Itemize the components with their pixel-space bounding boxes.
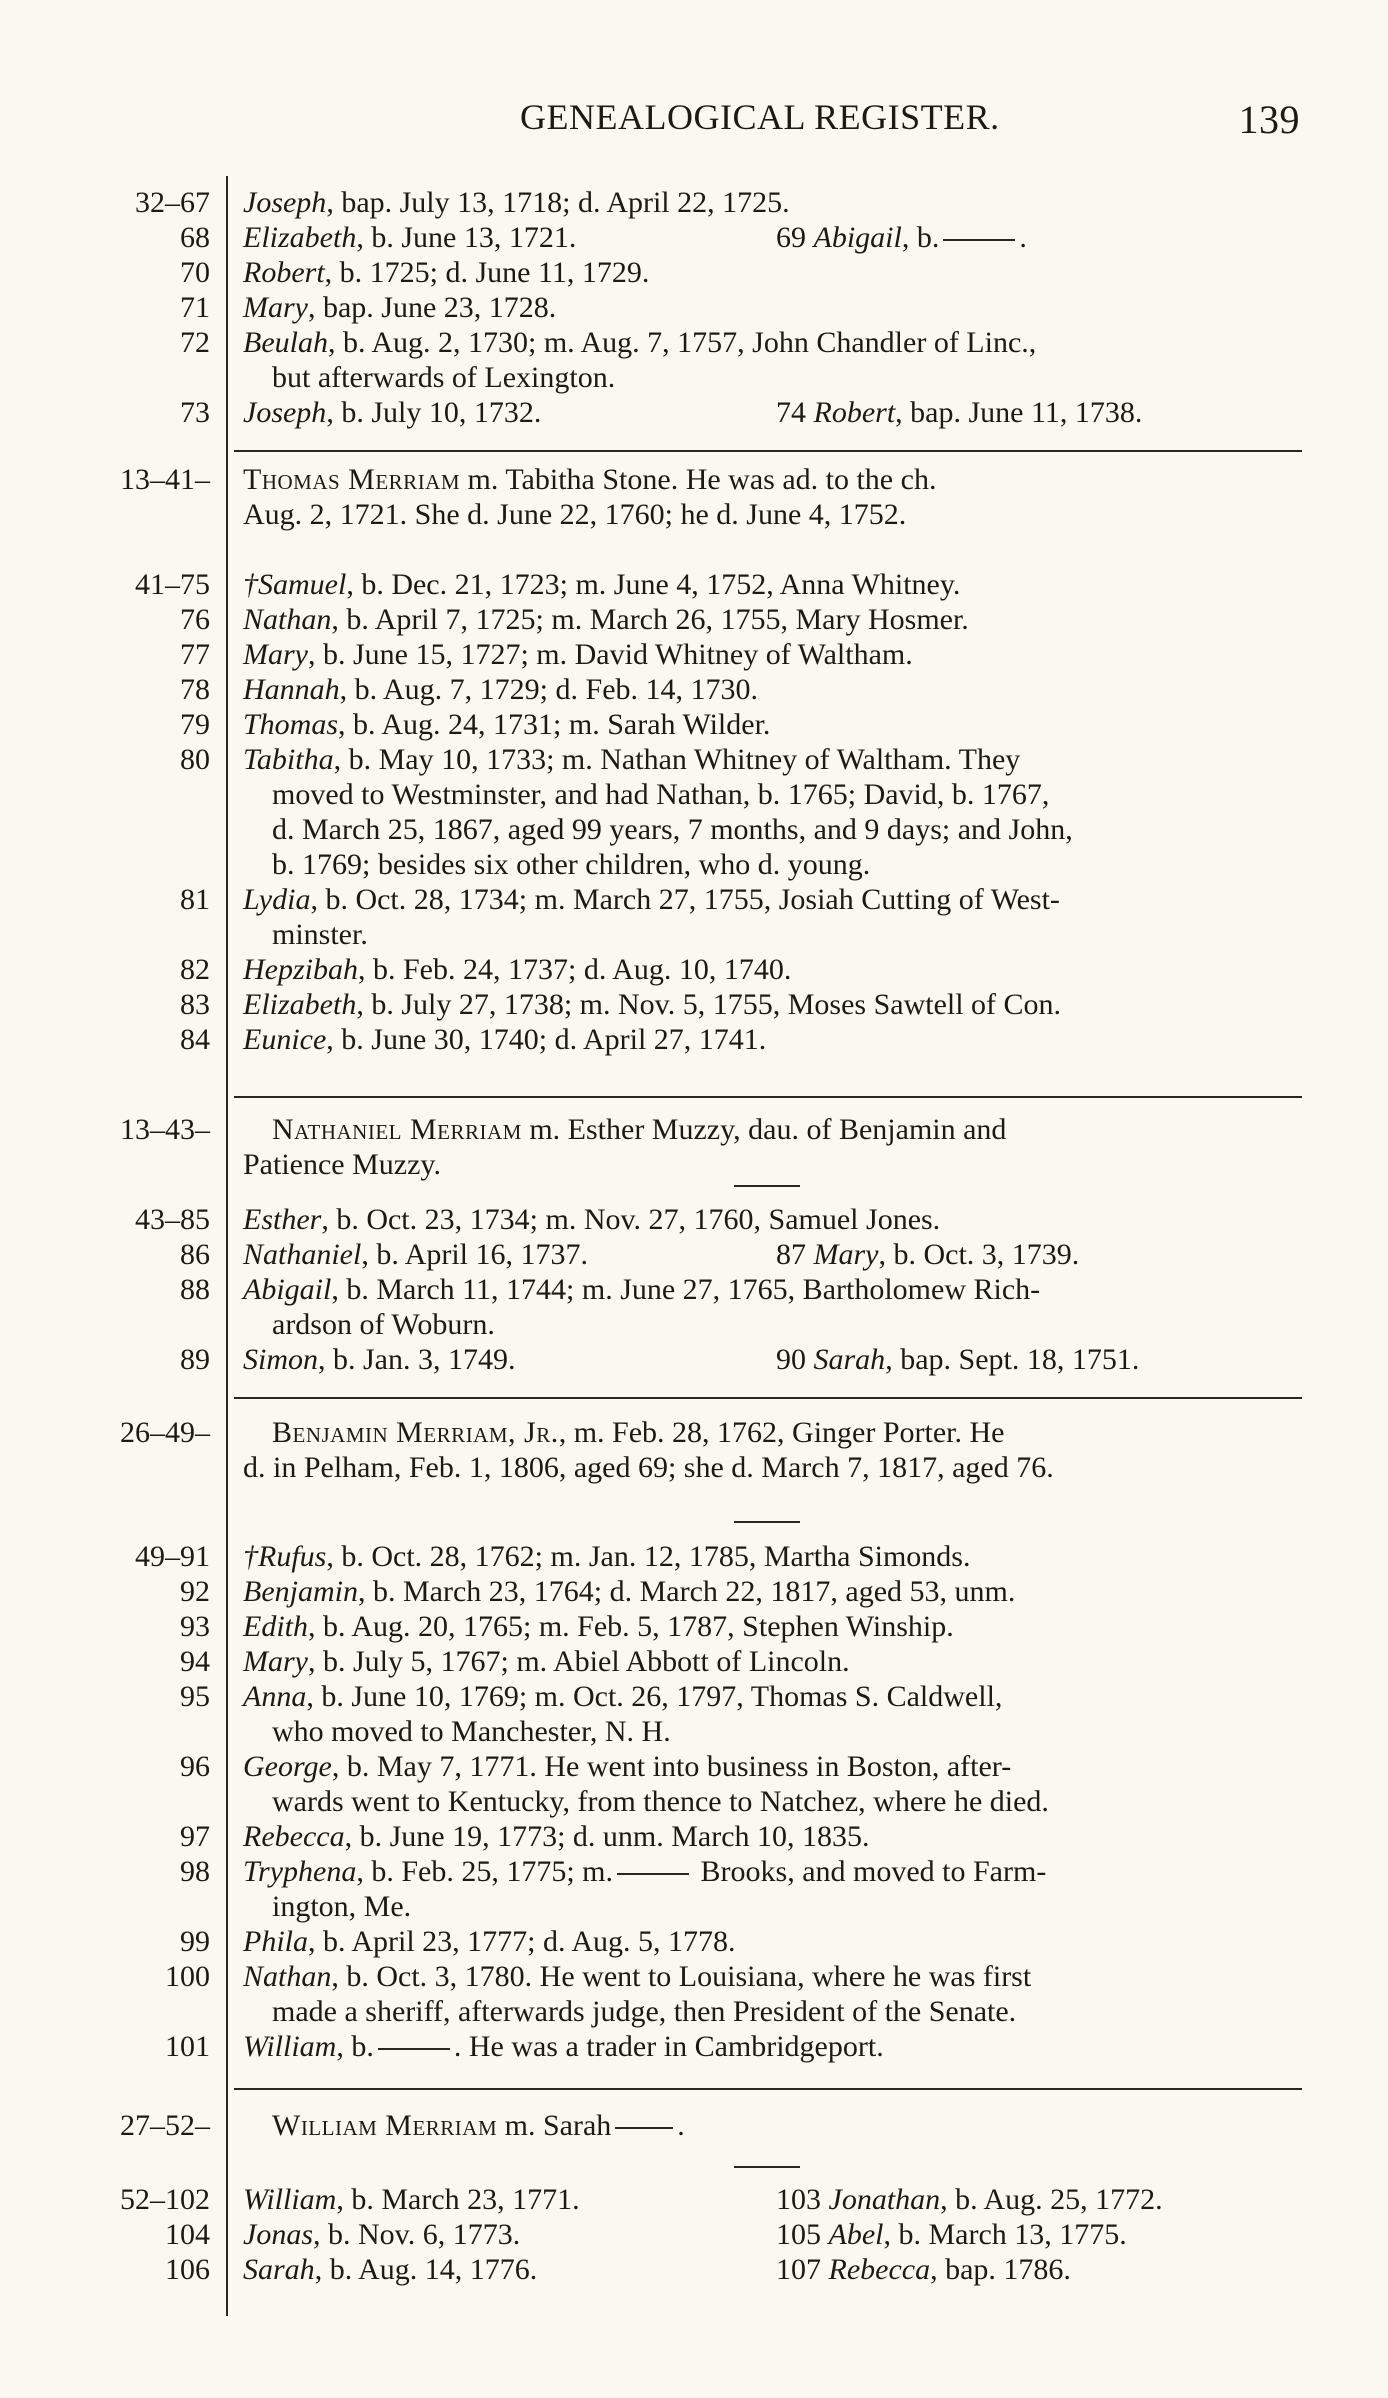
entry-details: , b. June 30, 1740; d. April 27, 1741. [326,1023,767,1056]
entry-text [243,1448,1054,1488]
register-line [0,2250,1388,2290]
entry-details: , bap. Sept. 18, 1751. [885,1343,1140,1376]
entry-text [243,635,913,675]
child-name: Robert [243,256,325,289]
entry-details: , b. July 10, 1732. [326,396,542,429]
entry-text [272,1992,1016,2032]
entry-text [272,845,870,885]
entry-details: , b. March 23, 1771. [336,2183,580,2216]
register-line [0,1642,1388,1682]
child-name: Hepzibah [243,953,358,986]
register-line [0,1235,1388,1275]
entry-number: 87 [776,1238,806,1271]
entry-number: 80 [180,743,210,776]
entry-text [243,323,1036,363]
entry-details: , m. Feb. 28, 1762, Ginger Porter. He [558,1416,1005,1449]
short-rule [734,1185,800,1187]
entry-details: , b. April 23, 1777; d. Aug. 5, 1778. [308,1925,736,1958]
child-name: Nathan [243,1960,332,1993]
child-name: Hannah [243,673,340,706]
entry-number: 100 [165,1960,210,1993]
child-name: Joseph [243,186,327,219]
entry-text [272,358,615,398]
entry-number: 97 [180,1820,210,1853]
entry-details: m. Sarah [497,2109,612,2142]
entry-details: , b. Oct. 3, 1739. [878,1238,1080,1271]
entry-details: , b. Jan. 3, 1749. [318,1343,516,1376]
entry-details: , b. March 13, 1775. [883,2218,1127,2251]
entry-details: m. Esther Muzzy, dau. of Benjamin and [521,1113,1007,1146]
section-rule [234,450,1302,452]
child-name: Abigail [813,221,902,254]
entry-number: 78 [180,673,210,706]
entry-details-cont: . He was a trader in Cambridgeport. [453,2030,884,2063]
continuation-text: Patience Muzzy. [243,1148,441,1181]
entry-text [243,1747,1011,1787]
entry-text [272,1305,495,1345]
entry-text [243,2027,884,2067]
child-name: George [243,1750,332,1783]
child-name: Abigail [243,1273,332,1306]
register-line [0,218,1388,258]
entry-details: , b. April 16, 1737. [361,1238,589,1271]
register-line [0,600,1388,640]
entry-text [243,1572,1015,1612]
entry-number: 27–52– [120,2109,210,2142]
child-name: Sarah [813,1343,886,1376]
child-name: Elizabeth [243,221,357,254]
entry-details-cont: . [677,2109,685,2142]
register-line [0,880,1388,920]
page-header [520,96,1300,148]
running-title: GENEALOGICAL REGISTER. [520,97,1000,137]
entry-text [243,183,790,223]
head-of-family-name: Thomas Merriam [243,463,461,496]
entry-text [272,915,368,955]
entry-number: 89 [180,1343,210,1376]
entry-text [243,218,576,258]
entry-details: , b. Aug. 20, 1765; m. Feb. 5, 1787, Stephen Winship. [308,1610,954,1643]
entry-details-cont: . [1019,221,1027,254]
register-line [0,1200,1388,1240]
entry-text [243,2215,520,2255]
entry-details: , b. Dec. 21, 1723; m. June 4, 1752, Anna Whitney. [346,568,961,601]
entry-number: 81 [180,883,210,916]
entry-details: , b. Nov. 6, 1773. [313,2218,521,2251]
register-line [0,565,1388,605]
register-line [0,1817,1388,1857]
child-name: Anna [243,1680,307,1713]
second-entry [776,218,1027,258]
register-line [0,358,1388,398]
entry-details: , b. May 10, 1733; m. Nathan Whitney of Waltham. They [333,743,1021,776]
child-name: Elizabeth [243,988,357,1021]
entry-details: , b. Oct. 3, 1780. He went to Louisiana, where he was first [331,1960,1032,1993]
entry-text [243,880,1060,920]
entry-text [243,1677,1002,1717]
continuation-text: moved to Westminster, and had Nathan, b. 1765; David, b. 1767, [272,778,1050,811]
entry-number: 90 [776,1343,806,1376]
entry-number: 71 [180,291,210,324]
second-entry [776,1235,1079,1275]
entry-text [243,1200,940,1240]
entry-details-cont: Brooks, and moved to Farm- [693,1855,1047,1888]
short-rule [734,2166,800,2168]
entry-text [243,1957,1031,1997]
entry-details: , b. June 15, 1727; m. David Whitney of Waltham. [307,638,913,671]
entry-text [243,1145,441,1185]
register-line [0,1957,1388,1997]
entry-text [243,1270,1040,1310]
entry-details: , b. [336,2030,374,2063]
register-line [0,1782,1388,1822]
entry-text [243,1235,588,1275]
child-name: Mary [243,1645,308,1678]
entry-text [243,740,1020,780]
entry-number: 103 [776,2183,821,2216]
child-name: Tryphena [243,1855,357,1888]
entry-text [243,670,758,710]
entry-number: 49–91 [135,1540,210,1573]
entry-details: , b. 1725; d. June 11, 1729. [324,256,650,289]
register-line [0,1413,1388,1453]
entry-text [243,705,770,745]
register-line [0,1537,1388,1577]
continuation-text: d. in Pelham, Feb. 1, 1806, aged 69; she d. March 7, 1817, aged 76. [243,1451,1054,1484]
entry-details: , b. Feb. 25, 1775; m. [356,1855,614,1888]
entry-text [243,1340,516,1380]
register-line [0,1992,1388,2032]
entry-number: 76 [180,603,210,636]
child-name: Mary [243,291,308,324]
entry-details: , b. June 13, 1721. [356,221,577,254]
child-name: †Samuel [243,568,347,601]
entry-number: 88 [180,1273,210,1306]
register-line [0,460,1388,500]
register-line [0,705,1388,745]
register-line [0,985,1388,1025]
register-line [0,1712,1388,1752]
register-line [0,1852,1388,1892]
register-line [0,2180,1388,2220]
continuation-text: minster. [272,918,368,951]
child-name: William [243,2030,337,2063]
child-name: Esther [243,1203,322,1236]
continuation-text: b. 1769; besides six other children, who d. young. [272,848,871,881]
entry-number: 92 [180,1575,210,1608]
entry-number: 68 [180,221,210,254]
entry-text [272,1110,1006,1150]
entry-text [243,2180,580,2220]
entry-text [243,2250,537,2290]
entry-number: 69 [776,221,806,254]
entry-details: , bap. June 23, 1728. [307,291,557,324]
entry-number: 82 [180,953,210,986]
entry-number: 70 [180,256,210,289]
register-line [0,915,1388,955]
entry-number: 13–43– [120,1113,210,1146]
entry-text [243,1642,850,1682]
entry-details: , b. Aug. 7, 1729; d. Feb. 14, 1730. [339,673,759,706]
child-name: Phila [243,1925,308,1958]
page-number: 139 [1238,97,1300,142]
entry-text [243,1607,954,1647]
register-line [0,1305,1388,1345]
register-line [0,2215,1388,2255]
child-name: Joseph [243,396,327,429]
continuation-text: ardson of Woburn. [272,1308,495,1341]
blank-rule [617,1873,689,1875]
second-entry [776,393,1142,433]
register-line [0,393,1388,433]
register-line [0,1747,1388,1787]
continuation-text: d. March 25, 1867, aged 99 years, 7 months, and 9 days; and John, [272,813,1073,846]
entry-text [243,1852,1046,1892]
entry-number: 79 [180,708,210,741]
register-line [0,323,1388,363]
child-name: Rebecca [243,1820,345,1853]
entry-details: , b. July 27, 1738; m. Nov. 5, 1755, Moses Sawtell of Con. [356,988,1062,1021]
entry-number: 72 [180,326,210,359]
entry-text [243,950,791,990]
second-entry [776,1340,1139,1380]
second-entry [776,2215,1127,2255]
entry-details: , b. Aug. 2, 1730; m. Aug. 7, 1757, John Chandler of Linc., [327,326,1037,359]
entry-text [272,810,1073,850]
entry-details: , b. [901,221,940,254]
short-rule [734,1521,800,1523]
entry-number: 77 [180,638,210,671]
entry-details: , b. Oct. 28, 1734; m. March 27, 1755, Josiah Cutting of West- [310,883,1060,916]
entry-text [272,1782,1049,1822]
entry-details: , b. Oct. 28, 1762; m. Jan. 12, 1785, Martha Simonds. [326,1540,971,1573]
entry-text [243,460,936,500]
entry-details: , b. April 7, 1725; m. March 26, 1755, Mary Hosmer. [331,603,969,636]
child-name: Eunice [243,1023,327,1056]
entry-text [243,600,969,640]
entry-text [243,1537,970,1577]
section-rule [234,1397,1302,1399]
section-rule [234,1096,1302,1098]
child-name: Mary [813,1238,879,1271]
register-line [0,775,1388,815]
entry-number: 101 [165,2030,210,2063]
register-line [0,845,1388,885]
entry-text [243,288,556,328]
entry-details: , b. March 11, 1744; m. June 27, 1765, Bartholomew Rich- [331,1273,1041,1306]
entry-text [243,1020,766,1060]
second-entry [776,2250,1071,2290]
register-line [0,635,1388,675]
register-line [0,950,1388,990]
child-name: Lydia [243,883,311,916]
entry-text [243,565,960,605]
entry-details: , bap. 1786. [930,2253,1071,2286]
child-name: Abel [828,2218,884,2251]
register-line [0,2027,1388,2067]
entry-number: 83 [180,988,210,1021]
entry-details: , b. Feb. 24, 1737; d. Aug. 10, 1740. [358,953,792,986]
child-name: Nathan [243,603,332,636]
entry-details: , b. June 19, 1773; d. unm. March 10, 1835. [344,1820,870,1853]
entry-text [243,985,1061,1025]
second-entry [776,2180,1163,2220]
entry-details: , bap. June 11, 1738. [895,396,1143,429]
entry-number: 41–75 [135,568,210,601]
register-line [0,1145,1388,1185]
entry-text [272,775,1049,815]
register-line [0,1270,1388,1310]
register-line [0,495,1388,535]
entry-number: 93 [180,1610,210,1643]
register-line [0,740,1388,780]
child-name: Simon [243,1343,318,1376]
register-line [0,288,1388,328]
entry-number: 95 [180,1680,210,1713]
entry-number: 99 [180,1925,210,1958]
child-name: Jonas [243,2218,313,2251]
entry-details: , b. Aug. 14, 1776. [314,2253,538,2286]
entry-text [243,393,541,433]
entry-details: , b. May 7, 1771. He went into business in Boston, after- [331,1750,1012,1783]
register-line [0,1448,1388,1488]
child-name: Benjamin [243,1575,358,1608]
head-of-family-name: Nathaniel Merriam [272,1113,522,1146]
entry-text [272,1413,1004,1453]
entry-number: 32–67 [135,186,210,219]
entry-text [272,1887,411,1927]
entry-details: , b. July 5, 1767; m. Abiel Abbott of Lincoln. [307,1645,850,1678]
entry-text [243,495,906,535]
child-name: Rebecca [828,2253,931,2286]
entry-number: 94 [180,1645,210,1678]
entry-number: 86 [180,1238,210,1271]
entry-text [243,1922,736,1962]
entry-details: , bap. July 13, 1718; d. April 22, 1725. [326,186,790,219]
entry-text [272,1712,671,1752]
register-line [0,670,1388,710]
entry-number: 98 [180,1855,210,1888]
entry-number: 26–49– [120,1416,210,1449]
continuation-text: but afterwards of Lexington. [272,361,616,394]
child-name: Jonathan [828,2183,941,2216]
child-name: William [243,2183,337,2216]
entry-text [272,2106,685,2146]
blank-rule [943,239,1015,241]
child-name: Sarah [243,2253,315,2286]
entry-details: , b. Aug. 25, 1772. [940,2183,1163,2216]
entry-details: , b. Oct. 23, 1734; m. Nov. 27, 1760, Samuel Jones. [321,1203,941,1236]
register-line [0,810,1388,850]
register-line [0,1020,1388,1060]
entry-number: 52–102 [120,2183,210,2216]
child-name: †Rufus [243,1540,327,1573]
blank-rule [378,2048,450,2050]
entry-text [243,1817,870,1857]
child-name: Edith [243,1610,308,1643]
entry-number: 107 [776,2253,821,2286]
register-line [0,183,1388,223]
continuation-text: wards went to Kentucky, from thence to Natchez, where he died. [272,1785,1049,1818]
child-name: Mary [243,638,308,671]
child-name: Nathaniel [243,1238,362,1271]
child-name: Thomas [243,708,339,741]
register-line [0,253,1388,293]
head-of-family-name: Benjamin Merriam, Jr. [272,1416,559,1449]
entry-number: 106 [165,2253,210,2286]
blank-rule [615,2127,673,2129]
continuation-text: who moved to Manchester, N. H. [272,1715,671,1748]
continuation-text: ington, Me. [272,1890,412,1923]
continuation-text: Aug. 2, 1721. She d. June 22, 1760; he d. June 4, 1752. [243,498,907,531]
register-line [0,1677,1388,1717]
register-line [0,1887,1388,1927]
entry-number: 73 [180,396,210,429]
entry-number: 104 [165,2218,210,2251]
register-line [0,1340,1388,1380]
entry-text [243,253,649,293]
child-name: Tabitha [243,743,334,776]
register-line [0,2106,1388,2146]
entry-number: 84 [180,1023,210,1056]
section-rule [234,2088,1302,2090]
child-name: Beulah [243,326,328,359]
child-name: Robert [813,396,896,429]
entry-details: , b. Aug. 24, 1731; m. Sarah Wilder. [338,708,771,741]
entry-number: 43–85 [135,1203,210,1236]
register-line [0,1110,1388,1150]
entry-details: m. Tabitha Stone. He was ad. to the ch. [460,463,937,496]
head-of-family-name: William Merriam [272,2109,498,2142]
entry-number: 13–41– [120,463,210,496]
entry-number: 74 [776,396,806,429]
entry-details: , b. June 10, 1769; m. Oct. 26, 1797, Thomas S. Caldwell, [306,1680,1003,1713]
register-line [0,1922,1388,1962]
entry-number: 96 [180,1750,210,1783]
entry-number: 105 [776,2218,821,2251]
register-line [0,1607,1388,1647]
register-line [0,1572,1388,1612]
continuation-text: made a sheriff, afterwards judge, then President of the Senate. [272,1995,1017,2028]
entry-details: , b. March 23, 1764; d. March 22, 1817, aged 53, unm. [357,1575,1016,1608]
